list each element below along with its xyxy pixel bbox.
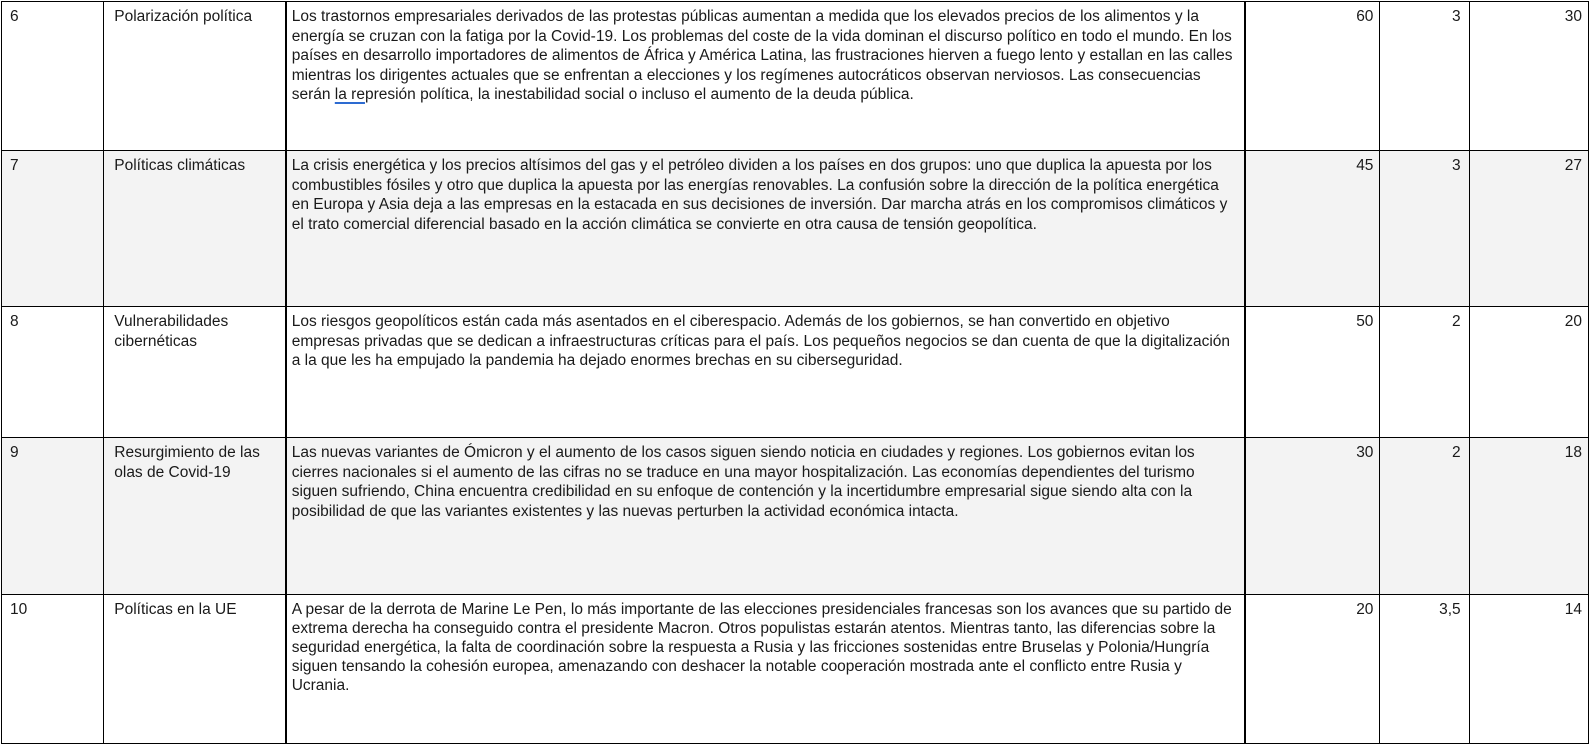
impact-cell[interactable]: 3 — [1380, 151, 1469, 307]
risk-name-cell[interactable]: Políticas climáticas — [104, 151, 286, 307]
description-cell[interactable]: La crisis energética y los precios altísimos del gas y el petróleo dividen a los países en dos grupos: uno que duplica la apuesta por los combustibles fósiles y otro que duplica la apuesta por las energías renovables. La confusión sobre la dirección de la política energética en Europa y Asia deja a las empresas en la estacada en sus decisiones de inversión. Dar marcha atrás en los compromisos climáticos y el trato comercial diferencial basado en la acción climática se convierte en otra causa de tensión geopolítica. — [286, 151, 1245, 307]
risk-name-cell[interactable]: Políticas en la UE — [104, 595, 286, 744]
probability-cell[interactable]: 60 — [1245, 2, 1380, 151]
table-row — [2, 307, 1589, 438]
description-cell[interactable] — [286, 2, 1245, 151]
score-cell[interactable]: 14 — [1469, 595, 1588, 744]
risk-name-cell[interactable]: Vulnerabilidades cibernéticas — [104, 307, 286, 438]
rank-cell[interactable]: 6 — [2, 2, 104, 151]
score-cell[interactable]: 18 — [1469, 438, 1588, 595]
probability-cell[interactable]: 20 — [1245, 595, 1380, 744]
rank-cell[interactable]: 9 — [2, 438, 104, 595]
table-row — [2, 151, 1589, 307]
risk-table — [1, 1, 1589, 744]
impact-cell[interactable]: 2 — [1380, 307, 1469, 438]
probability-cell[interactable]: 45 — [1245, 151, 1380, 307]
impact-cell[interactable]: 2 — [1380, 438, 1469, 595]
description-cell[interactable]: Las nuevas variantes de Ómicron y el aumento de los casos siguen siendo noticia en ciudades y regiones. Los gobiernos evitan los cierres nacionales si el aumento de las cifras no se traduce en una mayor hospitalización. Las economías dependientes del turismo siguen sufriendo, China encuentra credibilidad en su enfoque de contención y la incertidumbre empresarial sigue siendo alta con la posibilidad de que las variantes existentes y las nuevas perturben la actividad económica intacta. — [286, 438, 1245, 595]
description-text: presión política, la inestabilidad social o incluso el aumento de la deuda pública. — [364, 86, 914, 103]
spellcheck-flagged-text[interactable]: la re — [334, 86, 365, 103]
description-cell[interactable]: A pesar de la derrota de Marine Le Pen, lo más importante de las elecciones presidenciales francesas son los avances que su partido de extrema derecha ha conseguido contra el presidente Macron. Otros populistas estarán atentos. Mientras tanto, las diferencias sobre la seguridad energética, la falta de coordinación sobre la respuesta a Rusia y las fricciones sostenidas entre Bruselas y Polonia/Hungría siguen tensando la cohesión europea, amenazando con deshacer la notable cooperación mostrada ante el conflicto entre Rusia y Ucrania. — [286, 595, 1245, 744]
description-cell[interactable]: Los riesgos geopolíticos están cada más asentados en el ciberespacio. Además de los gobiernos, se han convertido en objetivo empresas privadas que se dedican a infraestructuras críticas para el país. Los pequeños negocios se dan cuenta de que la digitalización a la que les ha empujado la pandemia ha dejado enormes brechas en su ciberseguridad. — [286, 307, 1245, 438]
table-row — [2, 2, 1589, 151]
rank-cell[interactable]: 8 — [2, 307, 104, 438]
table-row — [2, 595, 1589, 744]
score-cell[interactable]: 20 — [1469, 307, 1588, 438]
risk-name-cell[interactable]: Polarización política — [104, 2, 286, 151]
rank-cell[interactable]: 10 — [2, 595, 104, 744]
impact-cell[interactable]: 3,5 — [1380, 595, 1469, 744]
impact-cell[interactable]: 3 — [1380, 2, 1469, 151]
score-cell[interactable]: 27 — [1469, 151, 1588, 307]
table-row — [2, 438, 1589, 595]
rank-cell[interactable]: 7 — [2, 151, 104, 307]
description-text: Los trastornos empresariales derivados de las protestas públicas aumentan a medida que los elevados precios de los alimentos y la energía se cruzan con la fatiga por la Covid-19. Los problemas del coste de la vida dominan el discurso político en todo el mundo. En los países en desarrollo importadores de alimentos de África y América Latina, las frustraciones hierven a fuego lento y estallan en las calles mientras los dirigentes actuales que se enfrentan a elecciones y los regímenes autocráticos observan nerviosos. Las consecuencias serán — [291, 8, 1233, 103]
risk-name-cell[interactable]: Resurgimiento de las olas de Covid-19 — [104, 438, 286, 595]
probability-cell[interactable]: 50 — [1245, 307, 1380, 438]
probability-cell[interactable]: 30 — [1245, 438, 1380, 595]
score-cell[interactable]: 30 — [1469, 2, 1588, 151]
